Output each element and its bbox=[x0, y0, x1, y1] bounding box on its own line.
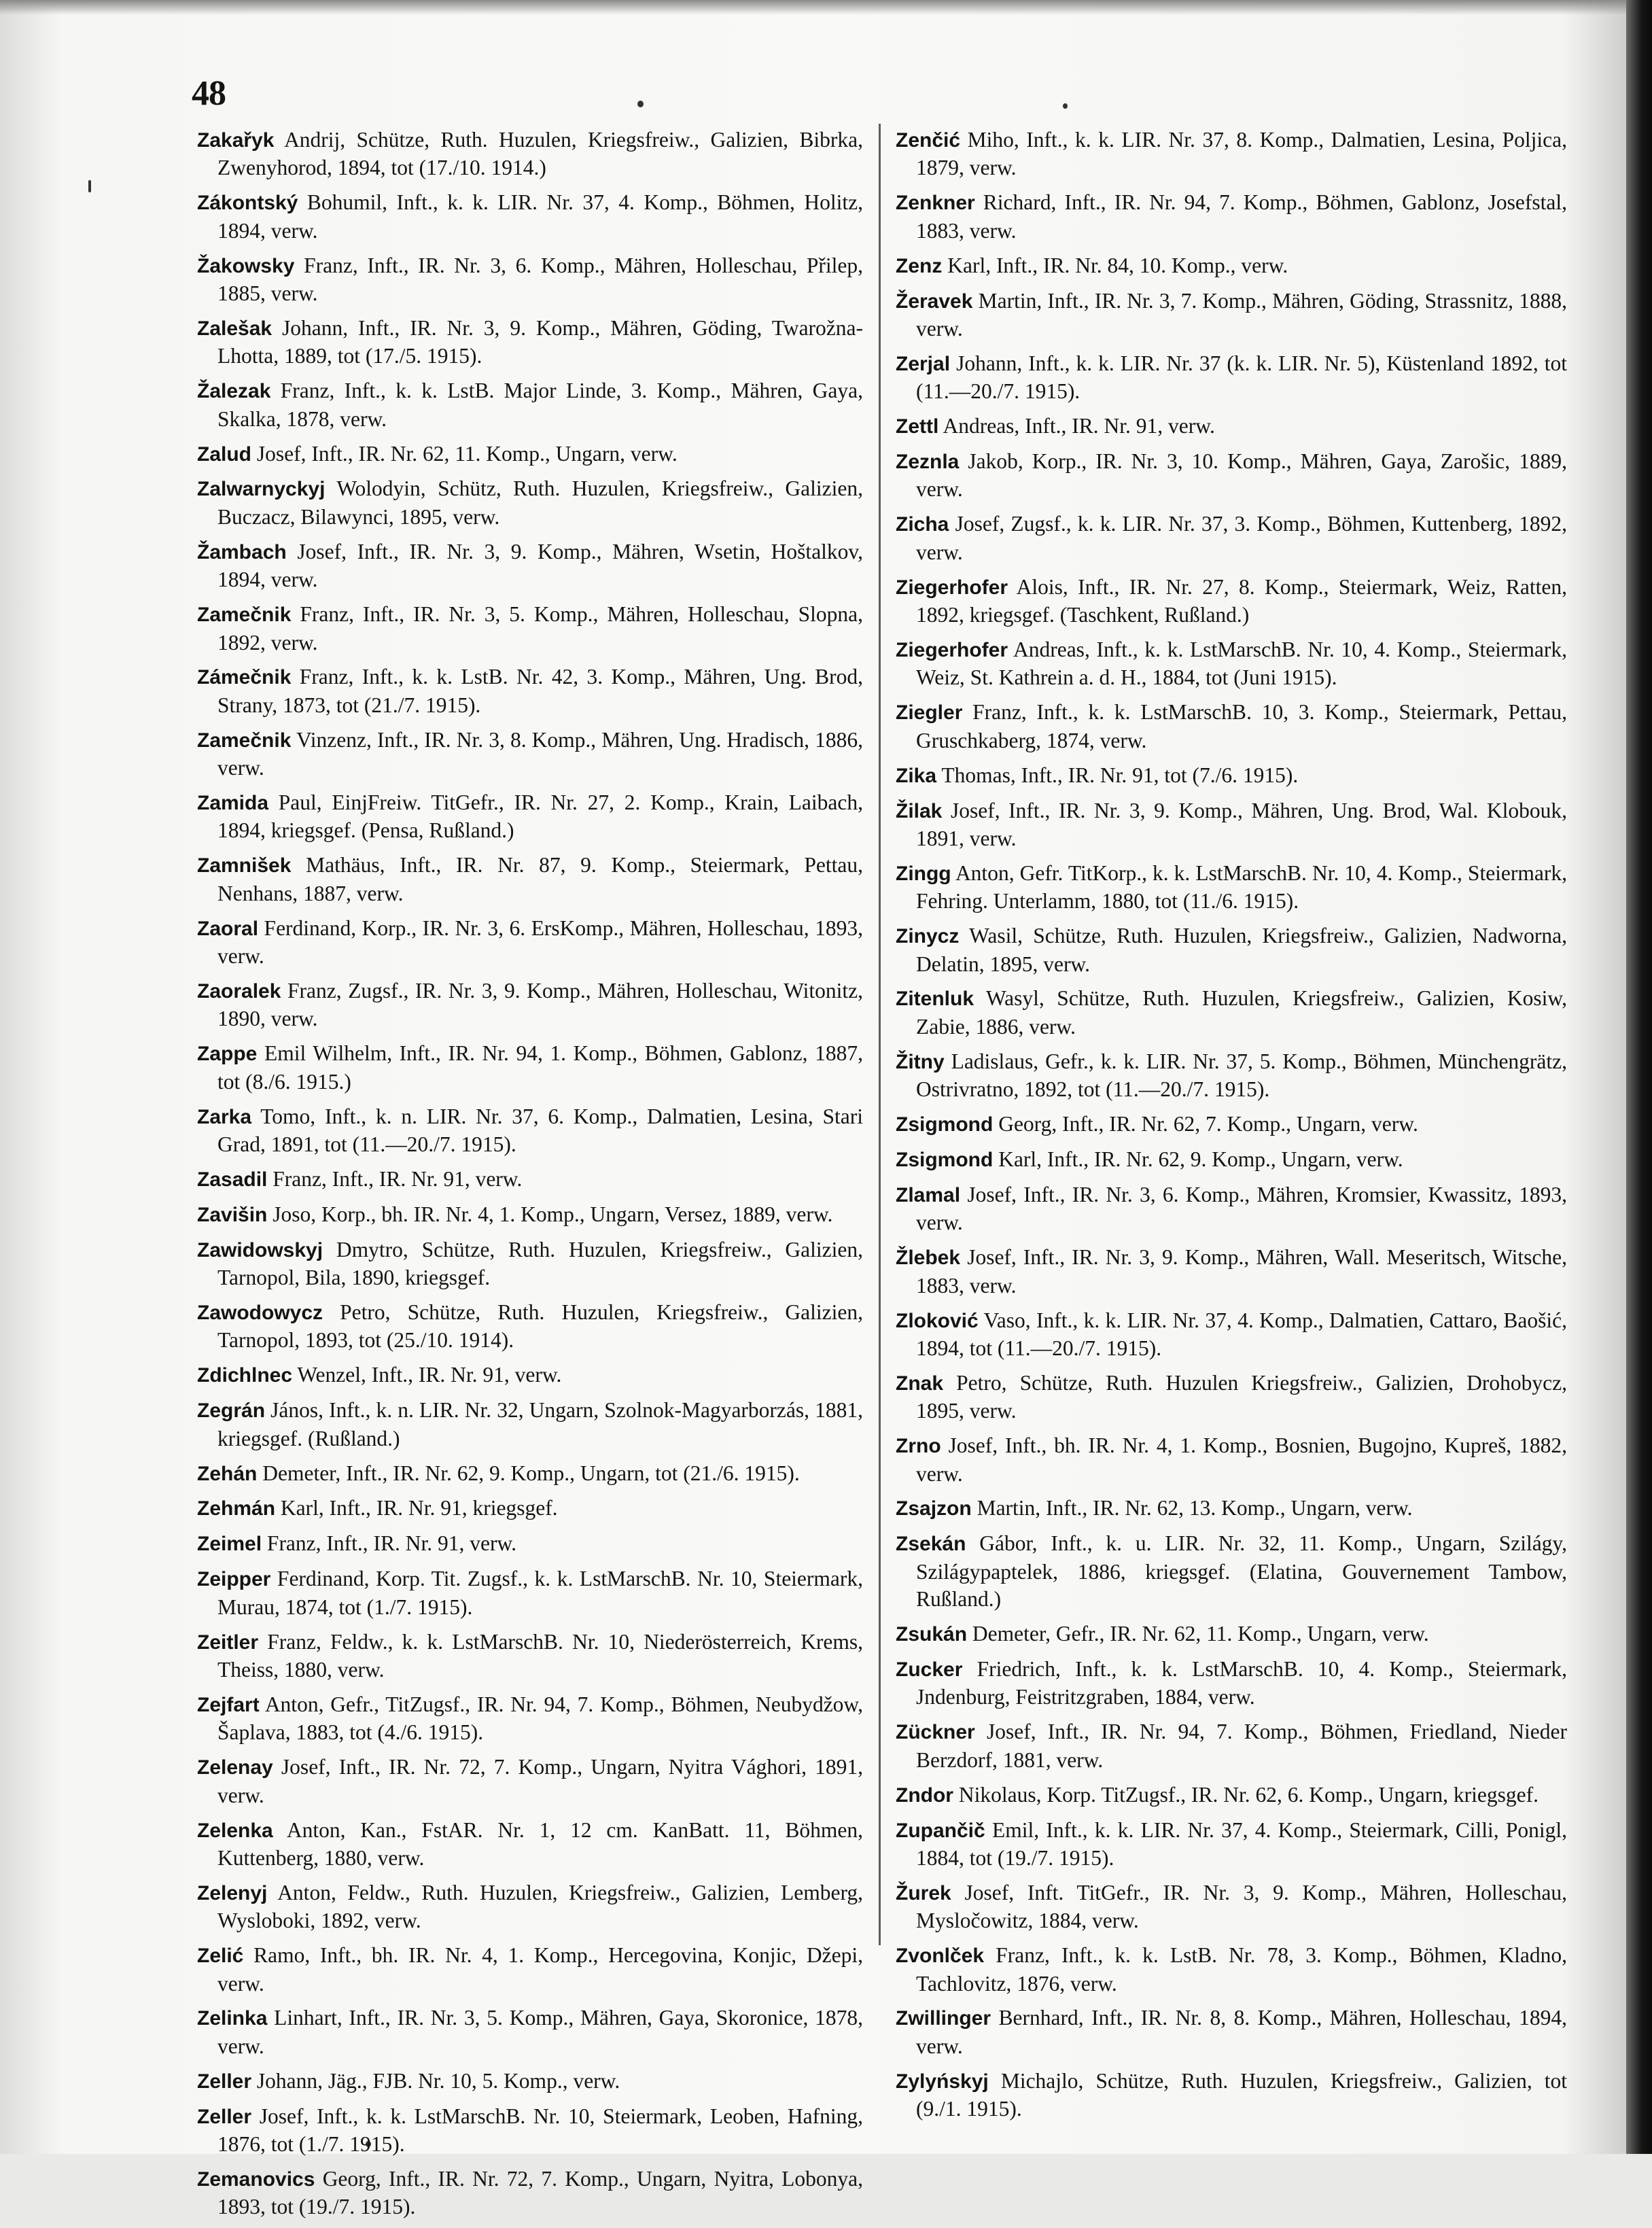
entry-details: Ferdinand, Korp. Tit. Zugsf., k. k. LstMarschB. Nr. 10, Steiermark, Murau, 1874, tot (1./7. 1915). bbox=[217, 1567, 864, 1619]
entry-surname: Zaoral bbox=[197, 917, 259, 940]
entry-details: Josef, Inft., IR. Nr. 62, 11. Komp., Ungarn, verw. bbox=[256, 441, 678, 466]
entry-details: Franz, Inft., IR. Nr. 91, verw. bbox=[266, 1531, 517, 1556]
register-entry bbox=[197, 1460, 863, 1488]
register-entry bbox=[896, 797, 1567, 853]
entry-surname: Zsekán bbox=[896, 1533, 966, 1556]
entry-details: Joso, Korp., bh. IR. Nr. 4, 1. Komp., Ungarn, Versez, 1889, verw. bbox=[273, 1202, 833, 1226]
entry-details: Josef, Zugsf., k. k. LIR. Nr. 37, 3. Komp., Böhmen, Kuttenberg, 1892, verw. bbox=[916, 512, 1567, 564]
entry-surname: Zákontský bbox=[197, 192, 298, 215]
entry-surname: Ziegler bbox=[896, 701, 963, 725]
register-entry bbox=[197, 789, 863, 845]
register-entry bbox=[197, 377, 863, 433]
register-entry bbox=[896, 448, 1567, 504]
entry-details: Gábor, Inft., k. u. LIR. Nr. 32, 11. Komp., Ungarn, Szilágy, Szilágypaptelek, 1886, kriegsgef. (Elatina, Gouvernement Tambow, Rußland.) bbox=[916, 1531, 1568, 1612]
entry-details: Emil Wilhelm, Inft., IR. Nr. 94, 1. Komp., Böhmen, Gablonz, 1887, tot (8./6. 1915.) bbox=[217, 1041, 864, 1094]
entry-details: Josef, Inft., IR. Nr. 3, 9. Komp., Mähren, Wall. Meseritsch, Witsche, 1883, verw. bbox=[916, 1245, 1567, 1298]
entry-details: Ramo, Inft., bh. IR. Nr. 4, 1. Komp., Hercegovina, Konjic, Džepi, verw. bbox=[217, 1943, 863, 1996]
entry-surname: Zeller bbox=[197, 2070, 252, 2093]
entry-details: Franz, Inft., IR. Nr. 3, 5. Komp., Mähren, Holleschau, Slopna, 1892, verw. bbox=[217, 602, 863, 655]
entry-details: Josef, Inft. TitGefr., IR. Nr. 3, 9. Komp., Mähren, Holleschau, Mysločowitz, 1884, verw. bbox=[916, 1880, 1567, 1933]
entry-surname: Zamida bbox=[197, 792, 269, 815]
entry-surname: Znak bbox=[896, 1372, 944, 1395]
entry-surname: Zelić bbox=[197, 1945, 244, 1968]
entry-surname: Zylyńskyj bbox=[896, 2070, 989, 2093]
register-entry bbox=[896, 510, 1567, 566]
entry-details: Demeter, Inft., IR. Nr. 62, 9. Komp., Ungarn, tot (21./6. 1915). bbox=[262, 1461, 800, 1485]
entry-surname: Zsigmond bbox=[896, 1149, 994, 1171]
entry-details: Nikolaus, Korp. TitZugsf., IR. Nr. 62, 6. Komp., Ungarn, kriegsgef. bbox=[958, 1782, 1539, 1807]
entry-details: Karl, Inft., IR. Nr. 84, 10. Komp., verw. bbox=[947, 253, 1288, 277]
register-entry bbox=[896, 1718, 1567, 1774]
entry-surname: Zamečnik bbox=[197, 604, 292, 627]
entry-surname: Zalud bbox=[197, 442, 251, 466]
entry-details: Andreas, Inft., IR. Nr. 91, verw. bbox=[943, 414, 1215, 438]
entry-details: Johann, Inft., k. k. LIR. Nr. 37 (k. k. LIR. Nr. 5), Küstenland 1892, tot (11.—20./7. 1915). bbox=[916, 351, 1567, 404]
entry-surname: Zdichlnec bbox=[197, 1364, 293, 1387]
register-entry bbox=[896, 1879, 1567, 1935]
register-entry bbox=[896, 1432, 1567, 1488]
entry-surname: Zehmán bbox=[197, 1497, 276, 1520]
entry-details: Josef, Inft., IR. Nr. 94, 7. Komp., Böhmen, Friedland, Nieder Berzdorf, 1881, verw. bbox=[916, 1720, 1568, 1772]
entry-surname: Zamečnik bbox=[197, 729, 292, 752]
register-entry bbox=[197, 727, 863, 782]
register-entry bbox=[896, 350, 1567, 406]
entry-surname: Zawidowskyj bbox=[197, 1238, 323, 1261]
register-entry bbox=[197, 2103, 863, 2159]
entry-surname: Zelenay bbox=[197, 1756, 273, 1779]
register-entry bbox=[896, 1307, 1567, 1363]
entry-details: Anton, Kan., FstAR. Nr. 1, 12 cm. KanBatt. 11, Böhmen, Kuttenberg, 1880, verw. bbox=[217, 1817, 863, 1870]
entry-details: Tomo, Inft., k. n. LIR. Nr. 37, 6. Komp., Dalmatien, Lesina, Stari Grad, 1891, tot (11.—20./7. 1915). bbox=[217, 1104, 863, 1156]
entry-surname: Zingg bbox=[896, 862, 951, 885]
register-entry bbox=[896, 252, 1567, 280]
entry-surname: Zsigmond bbox=[896, 1113, 994, 1136]
entry-details: Emil, Inft., k. k. LIR. Nr. 37, 4. Komp., Steiermark, Cilli, Ponigl, 1884, tot (19./7. 1915). bbox=[916, 1817, 1567, 1870]
entry-details: Josef, Inft., k. k. LstMarschB. Nr. 10, Steiermark, Leoben, Hafning, 1876, tot (1./7. 1915). bbox=[217, 2104, 863, 2157]
register-entry bbox=[896, 189, 1567, 245]
register-entry bbox=[197, 252, 863, 308]
left-column bbox=[197, 126, 863, 2228]
entry-details: Franz, Inft., IR. Nr. 3, 6. Komp., Mähren, Holleschau, Přilep, 1885, verw. bbox=[217, 253, 863, 306]
entry-surname: Žakowsky bbox=[197, 254, 295, 277]
entry-surname: Zeller bbox=[197, 2105, 252, 2128]
entry-surname: Zalwarnyckyj bbox=[197, 478, 326, 501]
register-entry bbox=[197, 315, 863, 370]
register-entry bbox=[197, 1754, 863, 1809]
entry-surname: Zavišin bbox=[197, 1203, 268, 1226]
entry-details: Bernhard, Inft., IR. Nr. 8, 8. Komp., Mähren, Holleschau, 1894, verw. bbox=[916, 2006, 1568, 2058]
entry-surname: Zenčić bbox=[896, 129, 961, 152]
register-entry bbox=[896, 985, 1567, 1041]
register-entry bbox=[896, 288, 1567, 343]
register-entry bbox=[197, 1397, 863, 1452]
entry-surname: Zitenluk bbox=[896, 988, 974, 1011]
entry-details: Franz, Feldw., k. k. LstMarschB. Nr. 10, Niederösterreich, Krems, Theiss, 1880, verw. bbox=[217, 1629, 863, 1682]
entry-details: Thomas, Inft., IR. Nr. 91, tot (7./6. 1915). bbox=[941, 763, 1299, 787]
entry-details: Jakob, Korp., IR. Nr. 3, 10. Komp., Mähren, Gaya, Zarošic, 1889, verw. bbox=[916, 449, 1567, 502]
entry-surname: Zelinka bbox=[197, 2007, 268, 2030]
entry-details: Vinzenz, Inft., IR. Nr. 3, 8. Komp., Mähren, Ung. Hradisch, 1886, verw. bbox=[217, 727, 863, 780]
entry-details: János, Inft., k. n. LIR. Nr. 32, Ungarn, Szolnok-Magyarborzás, 1881, kriegsgef. (Rußland.) bbox=[217, 1398, 863, 1450]
entry-details: Josef, Inft., IR. Nr. 72, 7. Komp., Ungarn, Nyitra Vághori, 1891, verw. bbox=[217, 1755, 863, 1807]
entry-details: Josef, Inft., bh. IR. Nr. 4, 1. Komp., Bosnien, Bugojno, Kupreš, 1882, verw. bbox=[916, 1433, 1568, 1486]
entry-surname: Zaoralek bbox=[197, 979, 281, 1003]
page-right-edge bbox=[1626, 0, 1652, 2154]
entry-surname: Zelenyj bbox=[197, 1881, 268, 1904]
register-entry bbox=[197, 1299, 863, 1355]
entry-surname: Zwillinger bbox=[896, 2007, 991, 2030]
entry-details: Michajlo, Schütze, Ruth. Huzulen, Kriegsfreiw., Galizien, tot (9./1. 1915). bbox=[916, 2068, 1568, 2121]
entry-details: Andrij, Schütze, Ruth. Huzulen, Kriegsfreiw., Galizien, Bibrka, Zwenyhorod, 1894, tot (17./10. 1914.) bbox=[217, 128, 863, 180]
register-entry bbox=[896, 762, 1567, 790]
entry-details: Vaso, Inft., k. k. LIR. Nr. 37, 4. Komp., Dalmatien, Cattaro, Baošić, 1894, tot (11.—20./7. 1915). bbox=[916, 1308, 1567, 1360]
register-entry bbox=[197, 475, 863, 531]
entry-details: Franz, Zugsf., IR. Nr. 3, 9. Komp., Mähren, Holleschau, Witonitz, 1890, verw. bbox=[217, 978, 864, 1031]
entry-surname: Zika bbox=[896, 764, 937, 787]
register-entry bbox=[896, 1817, 1567, 1873]
register-entry bbox=[896, 1181, 1567, 1237]
entry-surname: Zlamal bbox=[896, 1183, 961, 1206]
entry-surname: Zvonlček bbox=[896, 1945, 985, 1968]
entry-surname: Zemanovics bbox=[197, 2168, 315, 2191]
entry-details: Josef, Inft., IR. Nr. 3, 9. Komp., Mähren, Wsetin, Hoštalkov, 1894, verw. bbox=[217, 539, 863, 592]
entry-details: Petro, Schütze, Ruth. Huzulen Kriegsfreiw., Galizien, Drohobycz, 1895, verw. bbox=[916, 1370, 1567, 1423]
entry-details: Johann, Inft., IR. Nr. 3, 9. Komp., Mähren, Göding, Twarožna-Lhotta, 1889, tot (17./5. 1915). bbox=[217, 315, 863, 368]
entry-details: Miho, Inft., k. k. LIR. Nr. 37, 8. Komp., Dalmatien, Lesina, Poljica, 1879, verw. bbox=[916, 128, 1567, 180]
entry-details: Richard, Inft., IR. Nr. 94, 7. Komp., Böhmen, Gablonz, Josefstal, 1883, verw. bbox=[916, 190, 1568, 243]
register-entry bbox=[197, 1166, 863, 1194]
register-entry bbox=[197, 1236, 863, 1292]
register-entry bbox=[896, 1620, 1567, 1648]
register-entry bbox=[896, 860, 1567, 916]
entry-details: Petro, Schütze, Ruth. Huzulen, Kriegsfreiw., Galizien, Tarnopol, 1893, tot (25./10. 1914). bbox=[217, 1300, 863, 1353]
register-entry bbox=[896, 574, 1567, 629]
entry-details: Karl, Inft., IR. Nr. 91, kriegsgef. bbox=[280, 1496, 558, 1520]
print-speck bbox=[637, 101, 644, 107]
register-entry bbox=[896, 699, 1567, 754]
entry-details: Georg, Inft., IR. Nr. 72, 7. Komp., Ungarn, Nyitra, Lobonya, 1893, tot (19./7. 1915). bbox=[217, 2167, 864, 2219]
entry-details: Josef, Inft., IR. Nr. 3, 9. Komp., Mähren, Ung. Brod, Wal. Klobouk, 1891, verw. bbox=[916, 798, 1567, 850]
register-entry bbox=[896, 2004, 1567, 2060]
register-entry bbox=[197, 538, 863, 594]
entry-details: Martin, Inft., IR. Nr. 3, 7. Komp., Mähren, Göding, Strassnitz, 1888, verw. bbox=[916, 288, 1568, 341]
entry-surname: Žeravek bbox=[896, 290, 973, 313]
entry-details: Martin, Inft., IR. Nr. 62, 13. Komp., Ungarn, verw. bbox=[977, 1496, 1413, 1520]
entry-details: Wasyl, Schütze, Ruth. Huzulen, Kriegsfreiw., Galizien, Kosiw, Zabie, 1886, verw. bbox=[916, 986, 1567, 1039]
register-entry bbox=[896, 1495, 1567, 1522]
entry-details: Dmytro, Schütze, Ruth. Huzulen, Kriegsfreiw., Galizien, Tarnopol, Bila, 1890, kriegsgef. bbox=[217, 1237, 863, 1290]
entry-surname: Žambach bbox=[197, 540, 287, 563]
register-entry bbox=[197, 1629, 863, 1684]
entry-surname: Zsukán bbox=[896, 1623, 968, 1646]
entry-surname: Zrno bbox=[896, 1435, 941, 1458]
column-divider bbox=[879, 124, 881, 1945]
register-entry bbox=[197, 1942, 863, 1998]
register-entry bbox=[197, 126, 863, 182]
entry-surname: Zehán bbox=[197, 1462, 258, 1485]
register-entry bbox=[896, 1942, 1567, 1998]
entry-surname: Zenz bbox=[896, 254, 943, 277]
entry-details: Wolodyin, Schütz, Ruth. Huzulen, Kriegsfreiw., Galizien, Buczacz, Bilawynci, 1895, verw. bbox=[217, 476, 863, 529]
page-top-shadow bbox=[0, 0, 1652, 15]
entry-surname: Zupančič bbox=[896, 1819, 985, 1842]
entry-details: Franz, Inft., k. k. LstB. Nr. 78, 3. Komp., Böhmen, Kladno, Tachlovitz, 1876, verw. bbox=[916, 1943, 1567, 1996]
entry-details: Bohumil, Inft., k. k. LIR. Nr. 37, 4. Komp., Böhmen, Holitz, 1894, verw. bbox=[217, 190, 864, 243]
print-speck bbox=[1063, 103, 1068, 109]
register-entry bbox=[896, 1111, 1567, 1138]
entry-details: Franz, Inft., k. k. LstMarschB. 10, 3. Komp., Steiermark, Pettau, Gruschkaberg, 1874, verw. bbox=[916, 700, 1567, 752]
register-entry bbox=[896, 1048, 1567, 1104]
entry-surname: Žalezak bbox=[197, 380, 271, 403]
register-entry bbox=[197, 601, 863, 657]
entry-surname: Žilak bbox=[896, 799, 943, 822]
entry-surname: Zakařyk bbox=[197, 129, 275, 152]
entry-details: Anton, Gefr. TitKorp., k. k. LstMarschB. Nr. 10, 4. Komp., Steiermark, Fehring. Unterlamm, 1880, tot (11./6. 1915). bbox=[916, 860, 1567, 913]
entry-surname: Zinycz bbox=[896, 925, 960, 948]
register-entry bbox=[197, 1495, 863, 1522]
register-entry bbox=[896, 1244, 1567, 1300]
register-entry bbox=[197, 1817, 863, 1873]
entry-surname: Zejfart bbox=[197, 1693, 260, 1716]
entry-details: Johann, Jäg., FJB. Nr. 10, 5. Komp., verw. bbox=[256, 2068, 620, 2093]
register-entry bbox=[197, 663, 863, 719]
entry-surname: Zeipper bbox=[197, 1568, 271, 1591]
register-entry bbox=[197, 977, 863, 1033]
register-entry bbox=[197, 1103, 863, 1159]
entry-details: Ladislaus, Gefr., k. k. LIR. Nr. 37, 5. Komp., Böhmen, Münchengrätz, Ostrivratno, 1892, tot (11.—20./7. 1915). bbox=[916, 1049, 1568, 1102]
entry-details: Linhart, Inft., IR. Nr. 3, 5. Komp., Mähren, Gaya, Skoronice, 1878, verw. bbox=[217, 2006, 864, 2058]
register-entry bbox=[896, 413, 1567, 440]
entry-surname: Zsajzon bbox=[896, 1497, 972, 1520]
register-entry bbox=[896, 1146, 1567, 1174]
entry-surname: Zndor bbox=[896, 1783, 953, 1807]
entry-surname: Zalešak bbox=[197, 317, 273, 340]
entry-surname: Ziegerhofer bbox=[896, 639, 1008, 661]
register-entry bbox=[896, 1370, 1567, 1425]
entry-details: Friedrich, Inft., k. k. LstMarschB. 10, 4. Komp., Steiermark, Jndenburg, Feistritzgraben, 1884, verw. bbox=[916, 1657, 1568, 1709]
entry-details: Franz, Inft., IR. Nr. 91, verw. bbox=[273, 1166, 523, 1191]
entry-details: Demeter, Gefr., IR. Nr. 62, 11. Komp., Ungarn, verw. bbox=[972, 1622, 1429, 1646]
register-entry bbox=[197, 1361, 863, 1389]
register-entry bbox=[896, 2068, 1567, 2123]
entry-surname: Zamnišek bbox=[197, 854, 292, 877]
entry-details: Josef, Inft., IR. Nr. 3, 6. Komp., Mähren, Kromsier, Kwassitz, 1893, verw. bbox=[916, 1182, 1568, 1235]
entry-surname: Zappe bbox=[197, 1043, 258, 1066]
entry-surname: Zasadil bbox=[197, 1168, 268, 1191]
entry-details: Georg, Inft., IR. Nr. 62, 7. Komp., Ungarn, verw. bbox=[998, 1112, 1418, 1136]
entry-surname: Zicha bbox=[896, 513, 949, 536]
entry-surname: Zawodowycz bbox=[197, 1302, 323, 1325]
register-entry bbox=[197, 2165, 863, 2221]
register-entry bbox=[197, 189, 863, 245]
entry-details: Alois, Inft., IR. Nr. 27, 8. Komp., Steiermark, Weiz, Ratten, 1892, kriegsgef. (Taschkent, Rußland.) bbox=[916, 574, 1567, 627]
register-entry bbox=[197, 852, 863, 907]
register-entry bbox=[197, 1040, 863, 1096]
entry-details: Mathäus, Inft., IR. Nr. 87, 9. Komp., Steiermark, Pettau, Nenhans, 1887, verw. bbox=[217, 853, 864, 905]
register-entry bbox=[896, 1530, 1567, 1613]
entry-details: Anton, Feldw., Ruth. Huzulen, Kriegsfreiw., Galizien, Lemberg, Wysloboki, 1892, verw. bbox=[217, 1880, 863, 1933]
entry-details: Wasil, Schütze, Ruth. Huzulen, Kriegsfreiw., Galizien, Nadworna, Delatin, 1895, verw. bbox=[916, 924, 1567, 976]
entry-surname: Žlebek bbox=[896, 1247, 961, 1270]
entry-surname: Zettl bbox=[896, 415, 939, 438]
entry-surname: Žitny bbox=[896, 1050, 945, 1073]
entry-details: Wenzel, Inft., IR. Nr. 91, verw. bbox=[297, 1363, 562, 1387]
entry-details: Ferdinand, Korp., IR. Nr. 3, 6. ErsKomp., Mähren, Holleschau, 1893, verw. bbox=[217, 916, 863, 969]
entry-details: Paul, EinjFreiw. TitGefr., IR. Nr. 27, 2. Komp., Krain, Laibach, 1894, kriegsgef. (Pensa, Rußland.) bbox=[217, 790, 863, 843]
print-speck bbox=[88, 180, 91, 192]
entry-details: Andreas, Inft., k. k. LstMarschB. Nr. 10, 4. Komp., Steiermark, Weiz, St. Kathrein a. d. H., 1884, tot (Juni 1915). bbox=[916, 638, 1567, 690]
entry-details: Franz, Inft., k. k. LstB. Nr. 42, 3. Komp., Mähren, Ung. Brod, Strany, 1873, tot (21./7. 1915). bbox=[217, 665, 863, 717]
register-entry bbox=[197, 1565, 863, 1621]
register-entry bbox=[896, 126, 1567, 182]
entry-surname: Zámečnik bbox=[197, 666, 292, 689]
register-entry bbox=[197, 440, 863, 468]
entry-surname: Žurek bbox=[896, 1881, 951, 1904]
register-entry bbox=[197, 915, 863, 971]
entry-surname: Zerjal bbox=[896, 352, 951, 375]
entry-surname: Zucker bbox=[896, 1658, 963, 1681]
entry-surname: Zenkner bbox=[896, 192, 975, 215]
entry-surname: Zeimel bbox=[197, 1533, 262, 1556]
register-entry bbox=[197, 2068, 863, 2095]
entry-details: Karl, Inft., IR. Nr. 62, 9. Komp., Ungarn, verw. bbox=[998, 1147, 1403, 1171]
entry-surname: Zloković bbox=[896, 1309, 979, 1332]
register-entry bbox=[896, 1656, 1567, 1711]
entry-surname: Ziegerhofer bbox=[896, 576, 1008, 599]
right-column bbox=[896, 126, 1567, 2130]
entry-surname: Zarka bbox=[197, 1105, 252, 1128]
register-entry bbox=[896, 636, 1567, 692]
register-entry bbox=[896, 922, 1567, 978]
entry-surname: Zegrán bbox=[197, 1399, 266, 1423]
register-entry bbox=[197, 1691, 863, 1747]
entry-details: Franz, Inft., k. k. LstB. Major Linde, 3. Komp., Mähren, Gaya, Skalka, 1878, verw. bbox=[217, 379, 864, 431]
register-entry bbox=[197, 1201, 863, 1229]
entry-details: Anton, Gefr., TitZugsf., IR. Nr. 94, 7. Komp., Böhmen, Neubydžow, Šaplava, 1883, tot (4./6. 1915). bbox=[217, 1692, 864, 1745]
register-entry bbox=[197, 1879, 863, 1935]
entry-surname: Zeznla bbox=[896, 451, 960, 474]
entry-surname: Zückner bbox=[896, 1721, 975, 1744]
entry-surname: Zelenka bbox=[197, 1819, 273, 1842]
entry-surname: Zeitler bbox=[197, 1631, 259, 1654]
page-number: 48 bbox=[192, 74, 226, 113]
register-entry bbox=[197, 2004, 863, 2060]
register-entry bbox=[896, 1781, 1567, 1809]
register-entry bbox=[197, 1530, 863, 1558]
